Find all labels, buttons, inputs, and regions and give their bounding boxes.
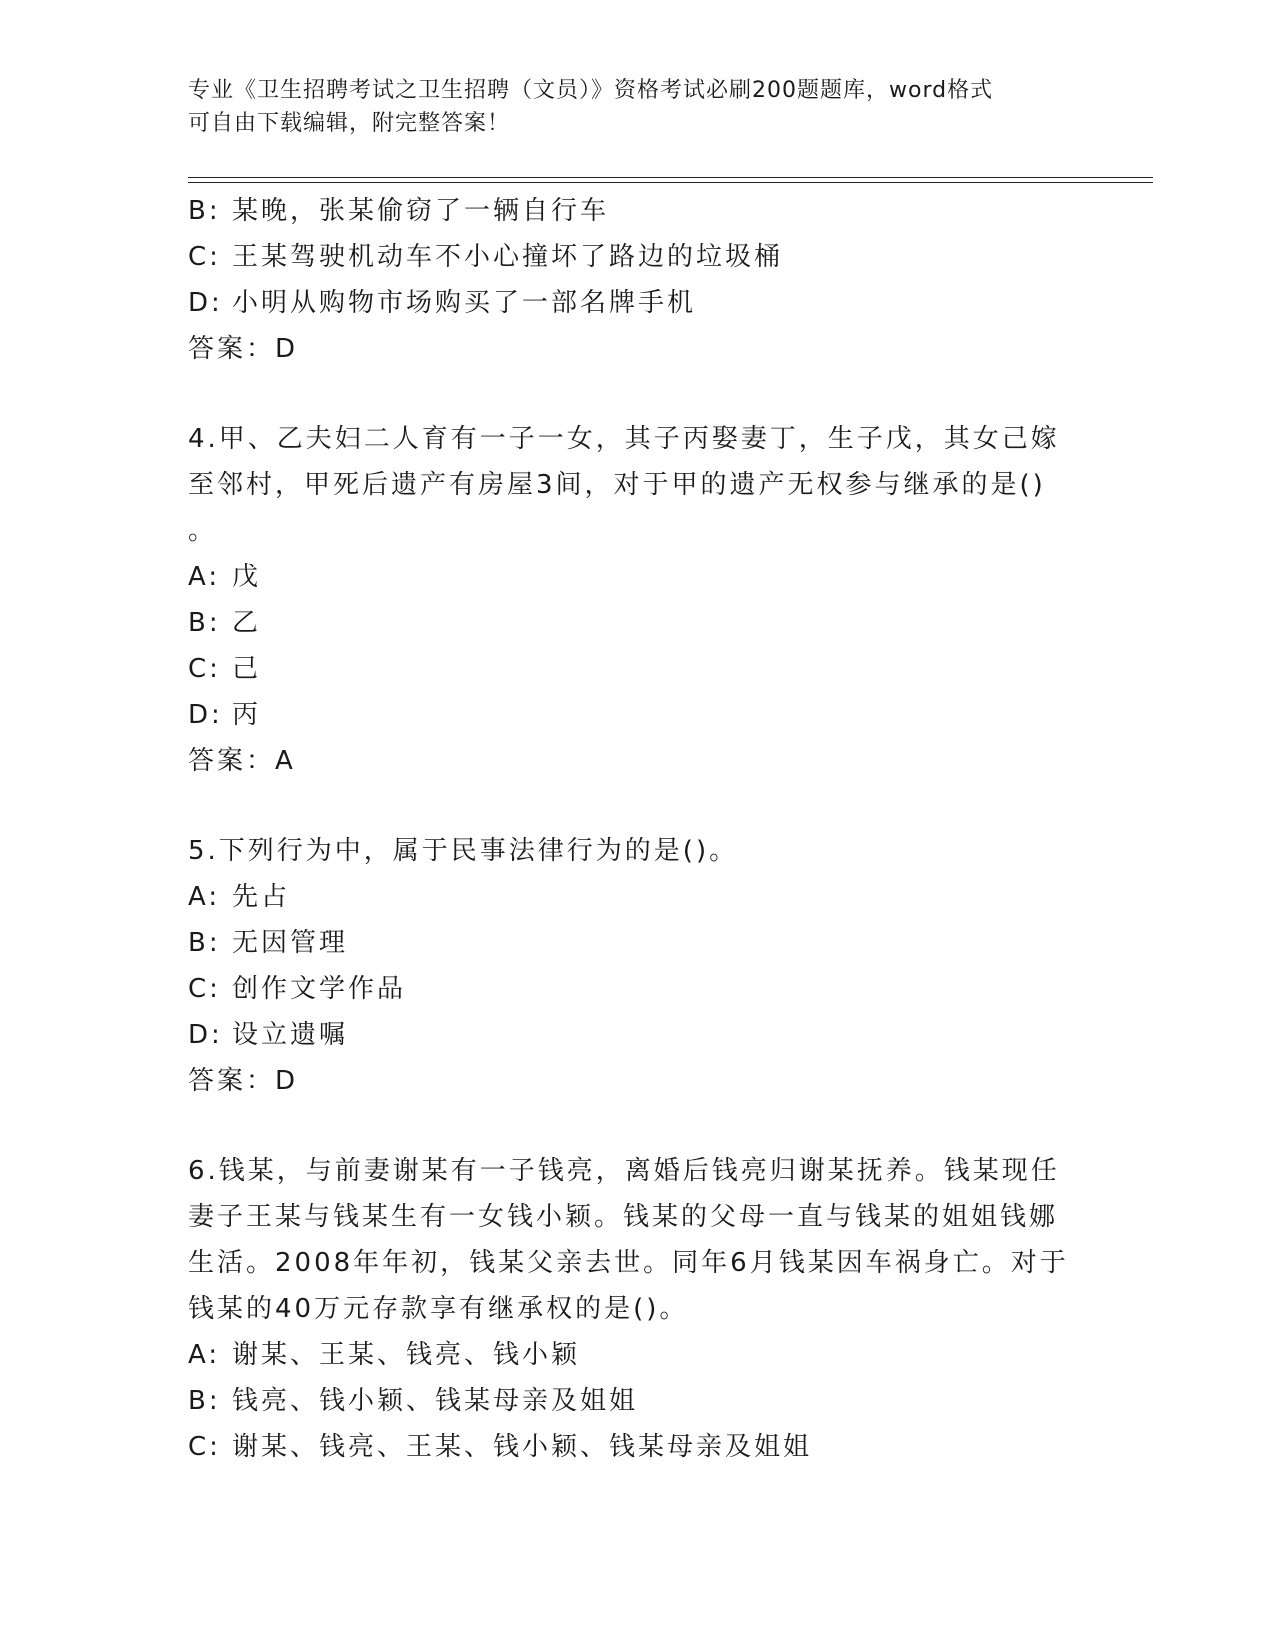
- spacer: [188, 1104, 1078, 1148]
- question-text-line: 钱某的40万元存款享有继承权的是()。: [188, 1294, 689, 1324]
- question-text-line: 生活。2008年年初，钱某父亲去世。同年6月钱某因车祸身亡。对于: [188, 1248, 1069, 1278]
- question-text-line: 至邻村，甲死后遗产有房屋3间，对于甲的遗产无权参与继承的是(): [188, 470, 1046, 500]
- option-c: [188, 1424, 1078, 1470]
- question-6: [188, 1148, 1078, 1470]
- spacer: [188, 784, 1078, 828]
- answer-line: 答案：D: [188, 334, 299, 364]
- page-header: [188, 74, 1068, 140]
- option-key: B:: [188, 1386, 221, 1416]
- option-text: 无因管理: [232, 928, 349, 958]
- option-key: B:: [188, 928, 221, 958]
- option-text: 先占: [232, 882, 291, 912]
- option-key: D:: [188, 288, 223, 318]
- header-line-2: 可自由下载编辑，附完整答案！: [188, 111, 511, 136]
- answer-line: 答案：D: [188, 1066, 299, 1096]
- option-b: [188, 188, 1078, 234]
- option-a: [188, 1332, 1078, 1378]
- option-text: 乙: [232, 608, 262, 638]
- question-text-line: 4.甲、乙夫妇二人育有一子一女，其子丙娶妻丁，生子戊，其女己嫁: [188, 424, 1060, 454]
- option-text: 设立遗嘱: [232, 1020, 349, 1050]
- option-d: [188, 1012, 1078, 1058]
- header-divider-bottom: [188, 182, 1153, 183]
- question-3-tail: [188, 188, 1078, 372]
- option-key: C:: [188, 974, 221, 1004]
- option-text: 钱亮、钱小颖、钱某母亲及姐姐: [232, 1386, 639, 1416]
- option-text: 小明从购物市场购买了一部名牌手机: [232, 288, 697, 318]
- option-key: D:: [188, 1020, 223, 1050]
- question-text-line: 。: [188, 516, 218, 546]
- option-key: B:: [188, 196, 221, 226]
- option-text: 谢某、钱亮、王某、钱小颖、钱某母亲及姐姐: [232, 1432, 813, 1462]
- option-key: D:: [188, 700, 223, 730]
- option-key: A:: [188, 1340, 221, 1370]
- option-b: [188, 1378, 1078, 1424]
- header-line-1: 专业《卫生招聘考试之卫生招聘（文员）》资格考试必刷200题题库，word格式: [188, 78, 994, 103]
- option-b: [188, 920, 1078, 966]
- option-a: [188, 874, 1078, 920]
- spacer: [188, 372, 1078, 416]
- option-key: C:: [188, 654, 221, 684]
- option-b: [188, 600, 1078, 646]
- answer-line: 答案：A: [188, 746, 296, 776]
- question-list: [188, 188, 1078, 1470]
- option-text: 戊: [232, 562, 262, 592]
- question-text-line: 6.钱某，与前妻谢某有一子钱亮，离婚后钱亮归谢某抚养。钱某现任: [188, 1156, 1060, 1186]
- question-5: [188, 828, 1078, 1104]
- option-key: C:: [188, 242, 221, 272]
- option-key: B:: [188, 608, 221, 638]
- question-text-line: 妻子王某与钱某生有一女钱小颖。钱某的父母一直与钱某的姐姐钱娜: [188, 1202, 1059, 1232]
- header-divider-top: [188, 177, 1153, 178]
- option-a: [188, 554, 1078, 600]
- option-key: A:: [188, 562, 221, 592]
- option-text: 己: [232, 654, 262, 684]
- question-4: [188, 416, 1078, 784]
- option-c: [188, 646, 1078, 692]
- option-d: [188, 692, 1078, 738]
- option-text: 王某驾驶机动车不小心撞坏了路边的垃圾桶: [232, 242, 784, 272]
- question-text-line: 5.下列行为中，属于民事法律行为的是()。: [188, 836, 739, 866]
- option-text: 谢某、王某、钱亮、钱小颖: [232, 1340, 581, 1370]
- option-c: [188, 234, 1078, 280]
- option-c: [188, 966, 1078, 1012]
- option-key: A:: [188, 882, 221, 912]
- option-text: 丙: [232, 700, 262, 730]
- option-text: 创作文学作品: [232, 974, 407, 1004]
- option-d: [188, 280, 1078, 326]
- option-key: C:: [188, 1432, 221, 1462]
- option-text: 某晚，张某偷窃了一辆自行车: [232, 196, 610, 226]
